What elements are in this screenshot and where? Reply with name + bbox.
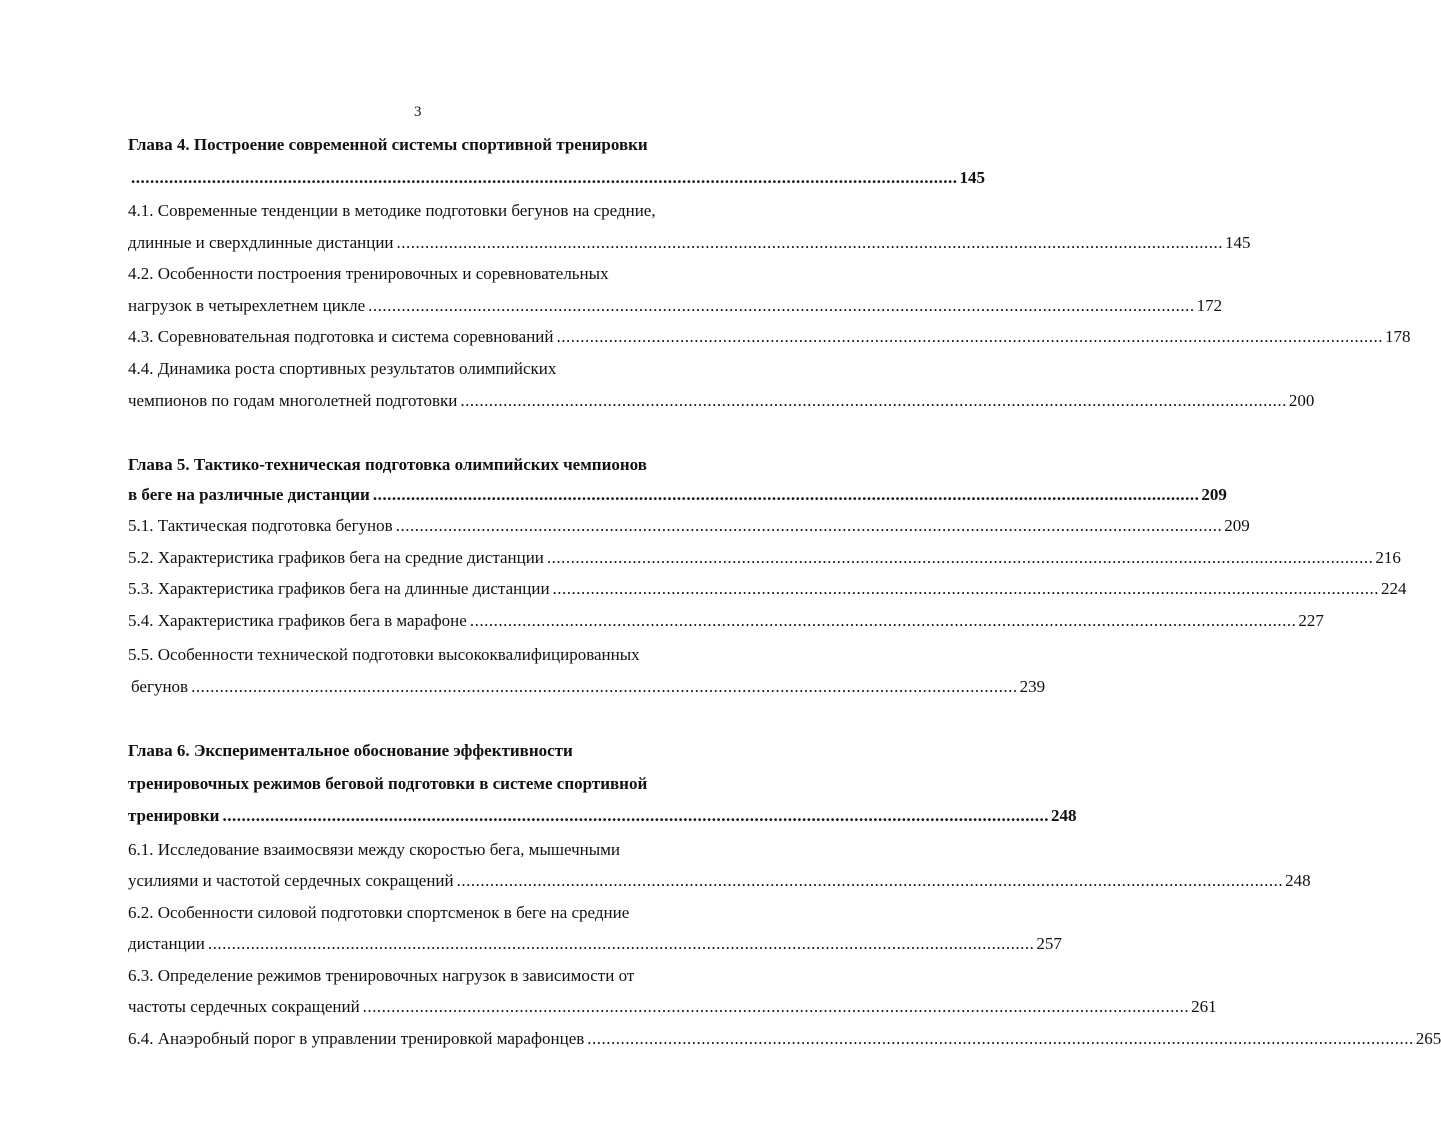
- chapter-title-line: Глава 5. Тактико-техническая подготовка олимпийских чемпионов: [128, 455, 647, 474]
- leader-dots: ..............................................................................................................................................................................: [395, 516, 1223, 535]
- leader-dots: ..............................................................................................................................................................................: [460, 391, 1287, 410]
- toc-entry-4-4[interactable]: чемпионов по годам многолетней подготовки .............................................................................................................................................................................. 200: [128, 391, 1315, 410]
- leader-dots: ..............................................................................................................................................................................: [207, 934, 1035, 953]
- page-ref: 145: [959, 168, 985, 187]
- page-ref: 239: [1019, 677, 1046, 696]
- toc-entry-chapter-6[interactable]: тренировки .............................................................................................................................................................................. 248: [128, 806, 1077, 825]
- section-line: 4.1. Современные тенденции в методике подготовки бегунов на средние,: [128, 201, 656, 220]
- leader-dots: ..............................................................................................................................................................................: [368, 296, 1195, 315]
- leader-dots: ..............................................................................................................................................................................: [587, 1029, 1414, 1048]
- page-number: 3: [414, 104, 422, 120]
- section-line: 6.2. Особенности силовой подготовки спортсменок в беге на средние: [128, 903, 630, 922]
- page-ref: 257: [1036, 934, 1062, 953]
- chapter-title-line: тренировочных режимов беговой подготовки в системе спортивной: [128, 774, 648, 793]
- toc-entry-5-3[interactable]: 5.3. Характеристика графиков бега на длинные дистанции .............................................................................................................................................................................. 224: [128, 579, 1407, 598]
- chapter-title-line: Глава 6. Экспериментальное обоснование эффективности: [128, 741, 573, 760]
- leader-dots: ..............................................................................................................................................................................: [556, 327, 1384, 346]
- page-ref: 209: [1201, 485, 1227, 504]
- toc-entry-4-1[interactable]: длинные и сверхдлинные дистанции .............................................................................................................................................................................. 145: [128, 233, 1251, 252]
- page-ref: 178: [1385, 327, 1411, 346]
- toc-entry-4-2[interactable]: нагрузок в четырехлетнем цикле .............................................................................................................................................................................. 172: [128, 296, 1223, 315]
- toc-entry-chapter-5[interactable]: в беге на различные дистанции .............................................................................................................................................................................. 209: [128, 485, 1227, 504]
- page-ref: 261: [1191, 997, 1217, 1016]
- toc-entry-5-5[interactable]: бегунов .............................................................................................................................................................................. 239: [131, 677, 1046, 696]
- page-ref: 172: [1196, 296, 1223, 315]
- leader-dots: ..............................................................................................................................................................................: [546, 548, 1374, 567]
- toc-entry-chapter-4[interactable]: [128, 168, 985, 188]
- leader-dots: ..............................................................................................................................................................................: [552, 579, 1380, 598]
- toc-entry-6-2[interactable]: дистанции .............................................................................................................................................................................. 257: [128, 934, 1062, 953]
- leader-dots: ..............................................................................................................................................................................: [191, 677, 1018, 696]
- page-ref: 216: [1375, 548, 1401, 567]
- page-ref: 224: [1381, 579, 1407, 598]
- chapter-title-line: Глава 4. Построение современной системы спортивной тренировки: [128, 135, 648, 154]
- leader-dots: ..............................................................................................................................................................................: [131, 168, 958, 187]
- toc-entry-5-2[interactable]: 5.2. Характеристика графиков бега на средние дистанции .............................................................................................................................................................................. 216: [128, 548, 1401, 567]
- page-ref: 248: [1050, 806, 1077, 825]
- toc-entry-5-4[interactable]: 5.4. Характеристика графиков бега в марафоне .............................................................................................................................................................................. 227: [128, 611, 1324, 630]
- section-line: 6.3. Определение режимов тренировочных нагрузок в зависимости от: [128, 966, 635, 985]
- toc-entry-6-3[interactable]: частоты сердечных сокращений .............................................................................................................................................................................. 261: [128, 997, 1217, 1016]
- page-ref: 145: [1225, 233, 1251, 252]
- leader-dots: ..............................................................................................................................................................................: [222, 806, 1049, 825]
- section-line: 4.2. Особенности построения тренировочных и соревновательных: [128, 264, 609, 283]
- page-ref: 209: [1224, 516, 1250, 535]
- toc-entry-6-1[interactable]: усилиями и частотой сердечных сокращений .............................................................................................................................................................................. 248: [128, 871, 1311, 890]
- toc-entry-5-1[interactable]: 5.1. Тактическая подготовка бегунов .............................................................................................................................................................................. 209: [128, 516, 1250, 535]
- leader-dots: ..............................................................................................................................................................................: [469, 611, 1297, 630]
- page-ref: 248: [1285, 871, 1311, 890]
- leader-dots: ..............................................................................................................................................................................: [372, 485, 1200, 504]
- leader-dots: ..............................................................................................................................................................................: [396, 233, 1224, 252]
- section-line: 6.1. Исследование взаимосвязи между скоростью бега, мышечными: [128, 840, 621, 859]
- page-ref: 227: [1298, 611, 1324, 630]
- leader-dots: ..............................................................................................................................................................................: [456, 871, 1284, 890]
- section-line: 5.5. Особенности технической подготовки высококвалифицированных: [128, 645, 640, 664]
- toc-entry-6-4[interactable]: 6.4. Анаэробный порог в управлении тренировкой марафонцев .............................................................................................................................................................................. 265: [128, 1029, 1441, 1048]
- section-line: 4.4. Динамика роста спортивных результатов олимпийских: [128, 359, 557, 378]
- page-ref: 265: [1415, 1029, 1441, 1048]
- page-ref: 200: [1288, 391, 1315, 410]
- leader-dots: ..............................................................................................................................................................................: [362, 997, 1190, 1016]
- toc-entry-4-3[interactable]: 4.3. Соревновательная подготовка и система соревнований .............................................................................................................................................................................. 178: [128, 327, 1411, 346]
